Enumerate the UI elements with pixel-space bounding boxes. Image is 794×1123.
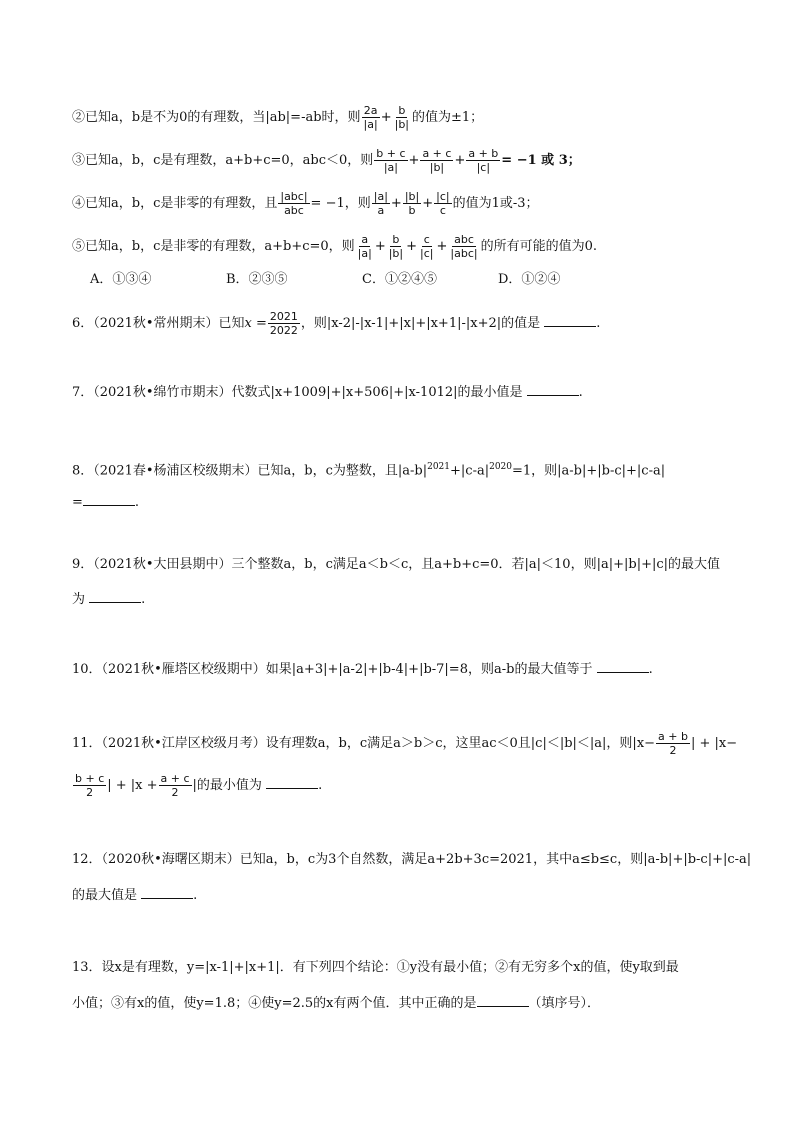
- answer-blank[interactable]: [477, 994, 529, 1007]
- fraction: $\frac{a}{|a|}$: [357, 233, 372, 260]
- fraction: $\frac{2a}{|a|}$: [363, 104, 378, 131]
- fraction: $\frac{|c|}{c}$: [436, 190, 450, 217]
- answer-blank[interactable]: [83, 493, 135, 506]
- option-d[interactable]: D．①②④: [498, 272, 561, 287]
- question-13: 13．设x是有理数，y=|x-1|+|x+1|．有下列四个结论：①y没有最小值；②有无穷多个x的值，使y取到最: [72, 960, 679, 975]
- fraction: $\frac{b + c}{|a|}$: [376, 147, 406, 174]
- fraction: $\frac{|b|}{b}$: [404, 190, 420, 217]
- question-9: 9．（2021秋•大田县期中）三个整数a，b，c满足a＜b＜c，且a+b+c=0．若|a|＜10，则|a|+|b|+|c|的最大值: [72, 557, 721, 572]
- question-6: 6．（2021秋•常州期末）已知x = $\frac{2021}{2022}$ ，则|x-2|-|x-1|+|x|+|x+1|-|x+2|的值是 .: [72, 310, 601, 337]
- fraction: $\frac{a + b}{2}$: [658, 730, 688, 757]
- question-10: 10．（2021秋•雁塔区校级期中）如果|a+3|+|a-2|+|b-4|+|b-7|=8，则a-b的最大值等于 .: [72, 662, 653, 677]
- fraction: $\frac{b + c}{2}$: [75, 772, 105, 799]
- fraction: $\frac{2021}{2022}$: [269, 310, 298, 337]
- answer-blank[interactable]: [141, 886, 193, 899]
- question-12: 12．（2020秋•海曙区期末）已知a，b，c为3个自然数，满足a+2b+3c=2021，其中a≤b≤c，则|a-b|+|b-c|+|c-a|: [72, 852, 752, 867]
- question-8-line-2: = .: [72, 495, 140, 510]
- fraction: $\frac{a + c}{2}$: [160, 772, 190, 799]
- question-13-line-2: 小值；③有x的值，使y=1.8；④使y=2.5的x有两个值．其中正确的是 （填序号）．: [72, 996, 601, 1011]
- statement-4: ④已知a，b，c是非零的有理数，且 $\frac{\text{|abc|}}{\text{abc}}$ = −1，则 $\frac{|a|}{a}$ + $\frac{|b|}{b}$ + $\frac{|c|}{c}$ 的值为1或-3；: [72, 190, 539, 217]
- answer-options: [90, 270, 750, 290]
- option-c[interactable]: C．①②④⑤: [362, 272, 437, 287]
- statement-2: ②已知a，b是不为0的有理数，当|ab|=-ab时，则 $\frac{2a}{|a|}$ + $\frac{b}{|b|}$ 的值为±1；: [72, 104, 484, 131]
- question-11-line-2: $\frac{b + c}{2}$ | + |x + $\frac{a + c}{2}$ |的最小值为 .: [75, 772, 323, 799]
- fraction: $\frac{a + c}{|b|}$: [422, 147, 452, 174]
- fraction: $\frac{c}{|c|}$: [420, 233, 434, 260]
- fraction: $\frac{\text{abc}}{\text{|abc|}}$: [450, 233, 478, 260]
- answer-blank[interactable]: [544, 314, 596, 327]
- question-8: 8．（2021春•杨浦区校级期末）已知a，b，c为整数，且$|a-b|^{2021}+|c-a|^{2020}=1$，则|a-b|+|b-c|+|c-a|: [72, 462, 666, 479]
- answer-blank[interactable]: [527, 383, 579, 396]
- statement-2-text: ②已知a，b是不为0的有理数，当|ab|=-ab时，则: [72, 110, 361, 125]
- question-9-line-2: 为 .: [72, 592, 146, 607]
- fraction: $\frac{b}{|b|}$: [388, 233, 404, 260]
- question-11: 11．（2021秋•江岸区校级月考）设有理数a，b，c满足a＞b＞c，这里ac＜0且|c|＜|b|＜|a|，则|x− $\frac{a + b}{2}$ | + |x−: [72, 730, 738, 757]
- option-a[interactable]: A．①③④: [90, 272, 152, 287]
- fraction: $\frac{\text{|abc|}}{\text{abc}}$: [280, 190, 308, 217]
- statement-5: ⑤已知a，b，c是非零的有理数，a+b+c=0，则 $\frac{a}{|a|}$ + $\frac{b}{|b|}$ + $\frac{c}{|c|}$ + $\frac{\text{abc}}{\text{|abc|}}$ 的所有可能的值为0.: [72, 233, 597, 260]
- answer-blank[interactable]: [597, 660, 649, 673]
- answer-blank[interactable]: [89, 590, 141, 603]
- fraction: $\frac{a + b}{|c|}$: [468, 147, 499, 174]
- fraction: $\frac{|a|}{a}$: [373, 190, 388, 217]
- statement-3: ③已知a，b，c是有理数，a+b+c=0，abc＜0，则 $\frac{b + c}{|a|}$ + $\frac{a + c}{|b|}$ + $\frac{a + b}{|c|}$ = −1 或 3；: [72, 147, 581, 174]
- question-12-line-2: 的最大值是 .: [72, 888, 198, 903]
- answer-blank[interactable]: [266, 776, 318, 789]
- question-7: 7．（2021秋•绵竹市期末）代数式|x+1009|+|x+506|+|x-1012|的最小值是 .: [72, 385, 583, 400]
- option-b[interactable]: B．②③⑤: [226, 272, 288, 287]
- fraction: $\frac{b}{|b|}$: [394, 104, 410, 131]
